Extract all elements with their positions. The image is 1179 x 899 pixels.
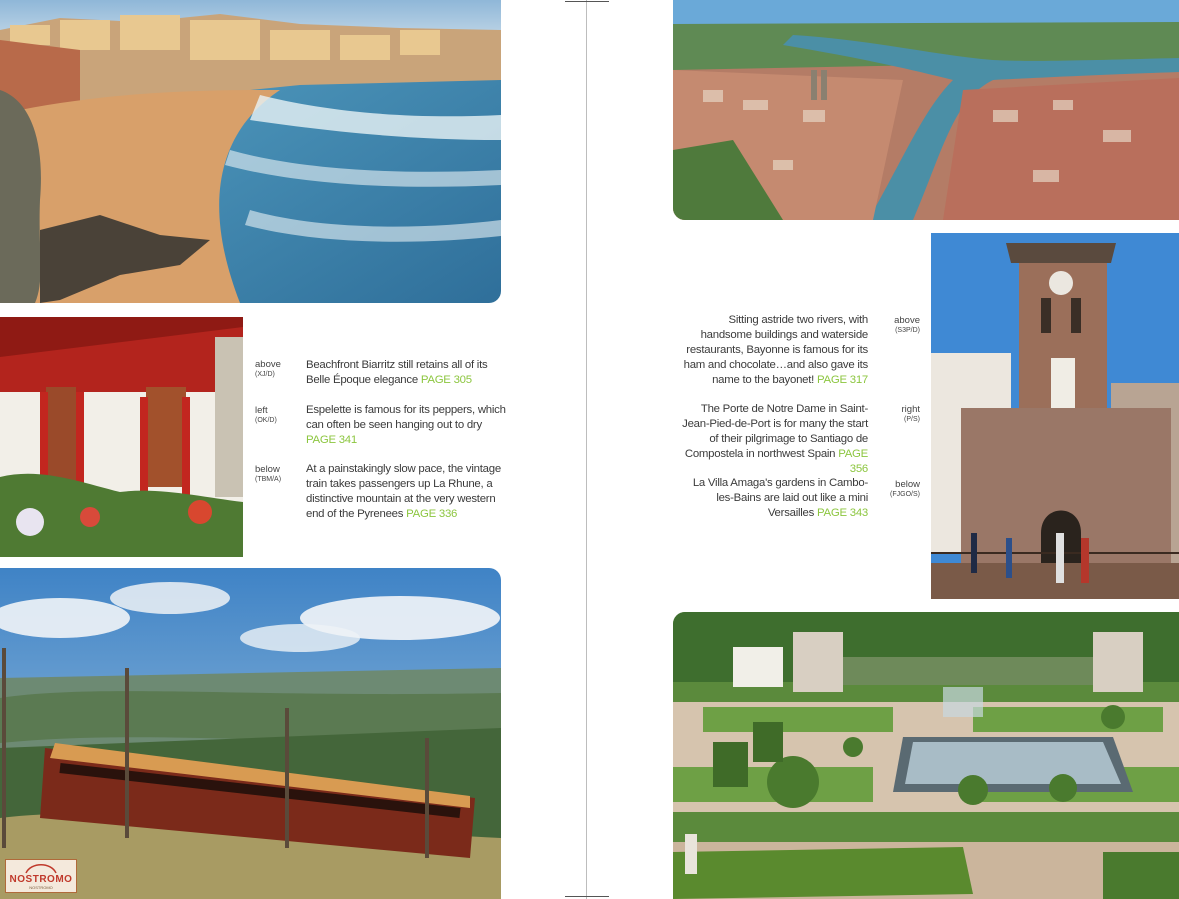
caption-position-below: below (TBM/A) [255,464,282,483]
caption-espelette: Espelette is famous for its peppers, which can often be seen hanging out to dry PAGE 341 [306,404,506,446]
watermark-sub: NOSTROMO [29,885,53,890]
caption-biarritz: Beachfront Biarritz still retains all of its Belle Époque elegance PAGE 305 [306,359,488,386]
photo-credit-code: (S3P/D) [895,327,920,334]
caption-position-below: below (FJGO/S) [880,480,920,500]
photo-credit-code: (OK/D) [255,417,277,424]
photo-credit-code: (P/S) [904,416,920,423]
page-reference[interactable]: PAGE 356 [838,448,868,475]
biarritz-beach-photo [0,0,501,303]
photo-credit-code: (TBM/A) [255,476,282,483]
caption-saint-jean: The Porte de Notre Dame in Saint-Jean-Pied-de-Port is for many the start of their pilgrimage to Santiago de Compostela in northwest Spain PAGE 356 [682,403,868,475]
crop-mark-top [565,1,609,2]
villa-arnaga-gardens-photo [673,612,1179,899]
caption-la-rhune: At a painstakingly slow pace, the vintage train takes passengers up La Rhune, a distinctive mountain at the very western end of the Pyrenees PAGE 336 [306,463,501,520]
page-reference[interactable]: PAGE 305 [420,374,472,386]
nostromo-watermark-logo [5,859,77,893]
photo-credit-code: (FJGO/S) [890,491,920,498]
caption-position-right: right (P/S) [880,405,920,425]
la-rhune-train-photo [0,568,501,899]
page-reference[interactable]: PAGE 341 [306,434,357,446]
page-reference[interactable]: PAGE 317 [817,374,868,386]
page-gutter [586,0,587,899]
page-reference[interactable]: PAGE 343 [817,507,868,519]
photo-credit-code: (XJ/D) [255,371,275,378]
caption-position-above: above (XJ/D) [255,359,281,378]
espelette-peppers-photo [0,317,243,557]
caption-bayonne: Sitting astride two rivers, with handsome buildings and waterside restaurants, Bayonne is famous for its ham and chocolate…and also gave its name to the bayonet! PAGE 317 [683,314,868,386]
caption-position-above: above (S3P/D) [880,316,920,336]
saint-jean-gate-photo [931,233,1179,599]
watermark-name: NOSTROMO [9,874,73,885]
crop-mark-bottom [565,896,609,897]
bayonne-aerial-photo [673,0,1179,220]
caption-position-left: left (OK/D) [255,405,277,424]
page-reference[interactable]: PAGE 336 [406,508,458,520]
caption-villa-arnaga: La Villa Amaga's gardens in Cambo-les-Bains are laid out like a mini Versailles PAGE 343 [692,477,868,519]
